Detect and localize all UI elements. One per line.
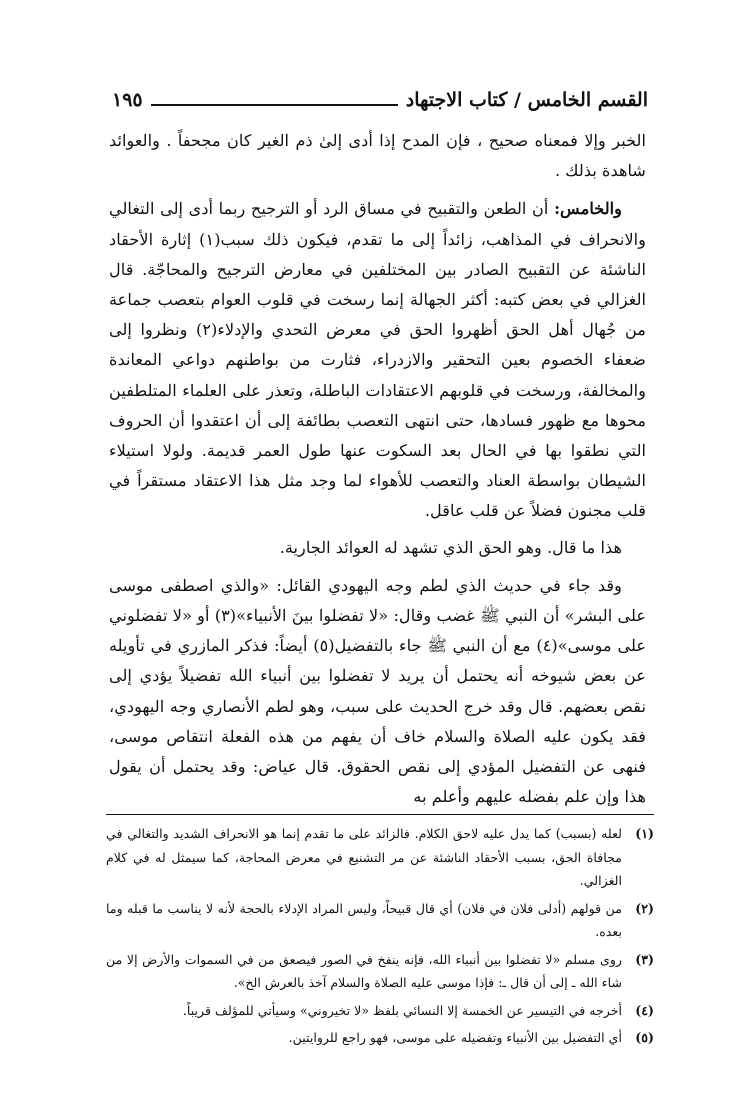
footnote-text: روى مسلم «لا تفضلوا بين أنبياء الله، فإنه ينفخ في الصور فيصعق من في السموات والأرض إلا من شاء الله ـ إلى أن قال ـ: فإذا موسى عليه الصلاة والسلام آخذ بالعرش الخ». (106, 951, 622, 990)
footnote-number: (٤) (635, 1002, 654, 1018)
header-rule (151, 104, 398, 106)
footnote-5 (106, 1026, 654, 1050)
paragraph-2-text: أن الطعن والتقبيح في مساق الرد أو الترجيح ربما أدى إلى التغالي والانحراف في المذاهب، زائداً إلى ما تقدم، فيكون ذلك سبب(١) إثارة الأحقاد الناشئة عن التقبيح الصادر بين المختلفين في معارض الترجيح والمحاجّة. قال الغزالي في بعض كتبه: أكثر الجهالة إنما رسخت في قلوب العوام بتعصب جماعة من جُهال أهل الحق أظهروا الحق في معرض التحدي والإدلاء(٢) ونظروا إلى ضعفاء الخصوم بعين التحقير والازدراء، فثارت من بواطنهم دواعي المعاندة والمخالفة، ورسخت في قلوبهم الاعتقادات الباطلة، وتعذر على العلماء المتلطفين محوها مع ظهور فسادها، حتى انتهى التعصب بطائفة إلى أن اعتقدوا أن الحروف التي نطقوا بها في الحال بعد السكوت عنها طول العمر قديمة. ولولا استيلاء الشيطان بواسطة العناد والتعصب للأهواء لما وجد مثل هذا الاعتقاد مستقراً في قلب مجنون فضلاً عن قلب عاقل. (109, 199, 646, 521)
footnote-number: (٥) (635, 1030, 654, 1045)
main-text (109, 126, 646, 812)
footnote-1 (106, 822, 654, 893)
footnote-text: لعله (بسبب) كما يدل عليه لاحق الكلام. فالزائد على ما تقدم إنما هو الانحراف الشديد والتغالي في مجافاة الحق، بسبب الأحقاد الناشئة عن مر التشنيع في معرض المحاجة، كما سيمثل له في كلام الغزالي. (106, 826, 622, 888)
footnote-text: أي التفضيل بين الأنبياء وتفضيله على موسى، فهو راجع للروايتين. (288, 1030, 622, 1045)
header-title: القسم الخامس / كتاب الاجتهاد (405, 89, 648, 111)
footnote-text: من قولهم (أدلى فلان في فلان) أي قال قبيحاً، وليس المراد الإدلاء بالحجة لأنه لا يناسب ما قبله وما بعده. (106, 900, 622, 939)
paragraph-2 (109, 194, 646, 526)
footnote-3 (106, 948, 654, 995)
footnote-number: (٢) (635, 900, 654, 916)
paragraph-3: هذا ما قال. وهو الحق الذي تشهد له العوائد الجارية. (279, 537, 622, 557)
footnote-2 (106, 897, 654, 944)
paragraph-1: الخبر وإلا فمعناه صحيح ، فإن المدح إذا أدى إلىٰ ذم الغير كان مجحفاً . والعوائد شاهدة بذلك . (109, 131, 646, 181)
page-number: ١٩٥ (112, 89, 143, 111)
footnote-4 (106, 999, 654, 1023)
footnote-text: أخرجه في التيسير عن الخمسة إلا النسائي بلفظ «لا تخيروني» وسيأتي للمؤلف قريباً. (182, 1002, 622, 1018)
footnotes (106, 822, 654, 1054)
paragraph-4: وقد جاء في حديث الذي لطم وجه اليهودي القائل: «والذي اصطفى موسى على البشر» أن النبي ﷺ غضب وقال: «لا تفضلوا بينَ الأنبياء»(٣) أو «لا تفضلوني على موسى»(٤) مع أن النبي ﷺ جاء بالتفضيل(٥) أيضاً: فذكر المازري في تأويله عن بعض شيوخه أنه يحتمل أن يريد لا تفضلوا بين أنبياء الله تفضيلاً يؤدي إلى نقص بعضهم. قال وقد خرج الحديث على سبب، وهو لطم الأنصاري وجه اليهودي، فقد يكون عليه الصلاة والسلام خاف أن يفهم من هذه الفعلة انتقاص موسى، فنهى عن التفضيل المؤدي إلى نقص الحقوق. قال عياض: وقد يحتمل أن يقول هذا وإن علم بفضله عليهم وأعلم به (109, 575, 647, 807)
footnote-number: (٣) (635, 951, 654, 967)
footnote-separator (106, 814, 654, 815)
footnote-number: (١) (635, 826, 654, 841)
paragraph-2-lead: والخامس: (554, 199, 622, 219)
running-header (112, 82, 648, 112)
